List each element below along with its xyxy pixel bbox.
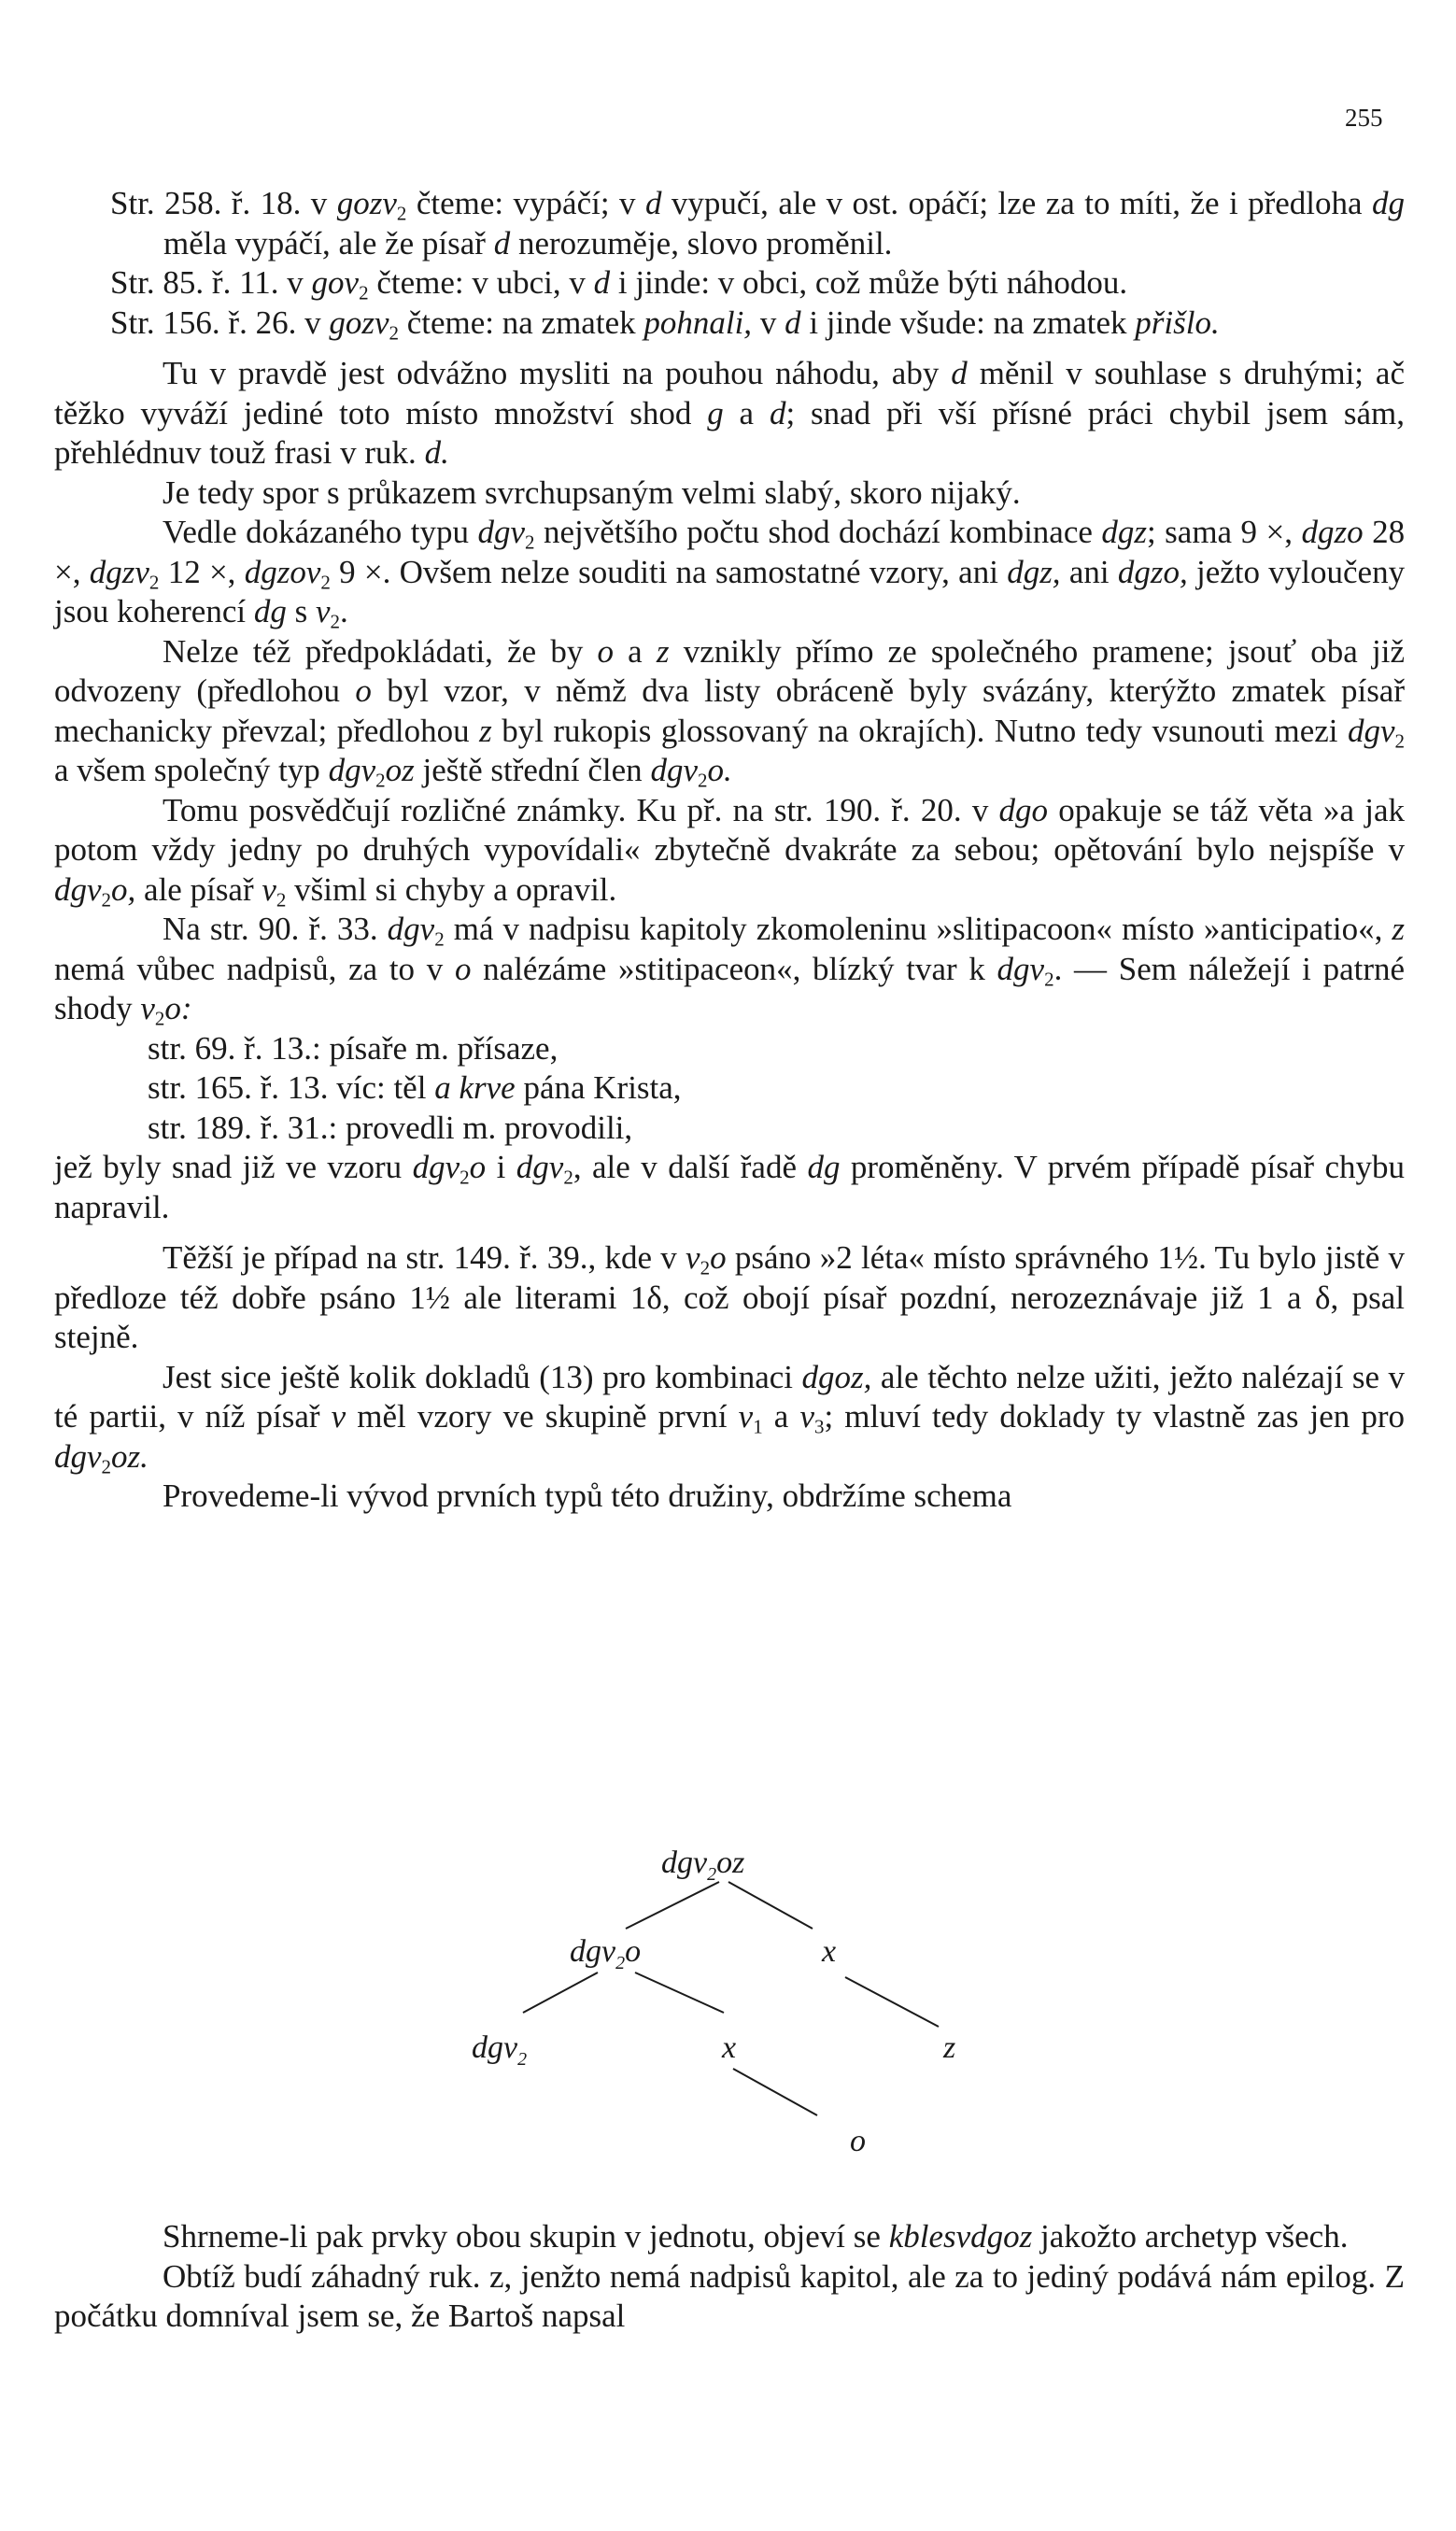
stemma-diagram — [0, 1845, 1456, 2199]
stemma-node-top: dgv$_2$oz — [661, 1845, 745, 1885]
example-line: str. 189. ř. 31.: provedli m. provodili, — [148, 1109, 633, 1146]
stemma-node-rr: z — [943, 2030, 956, 2065]
paragraph: Nelze též předpokládati, že by o a z vznikly přímo ze společného pramene; jsouť oba již odvozeny (předlohou o byl vzor, v němž dva listy obráceně byly svázány, kterýžto zmatek písař mechanicky převzal; předlohou z byl rukopis glossovaný na okrajích). Nutno tedy vsunouti mezi dgv$_2$ a všem společný typ dgv$_2$oz ještě střední člen dgv$_2$o. — [54, 632, 1406, 792]
paragraph: Obtíž budí záhadný ruk. z, jenžto nemá nadpisů kapitol, ale za to jediný podává nám epilog. Z počátku domníval jsem se, že Bartoš napsal — [54, 2257, 1405, 2334]
page-number: 255 — [1345, 104, 1383, 132]
reading-entry: Str. 258. ř. 18. v gozv$_2$ čteme: vypáčí; v d vypučí, ale v ost. opáčí; lze za to míti, že i předloha dg měla vypáčí, ale že písař d nerozuměje, slovo proměnil. — [110, 185, 1406, 262]
ms-siglum: gozv — [336, 185, 397, 221]
paragraph: Vedle dokázaného typu dgv$_2$ největšího počtu shod dochází kombinace dgz; sama 9 ×, dgzo 28 ×, dgzv$_2$ 12 ×, dgzov$_2$ 9 ×. Ovšem nelze souditi na samostatné vzory, ani dgz, ani dgzo, ježto vyloučeny jsou koherencí dg s $v_2$. — [54, 514, 1406, 633]
stemma-edge — [733, 2069, 817, 2115]
ms-siglum: gov — [311, 264, 360, 301]
entry-ref: Str. 156. ř. 26. v — [110, 304, 321, 341]
stemma-edge — [845, 1977, 939, 2027]
ms-siglum: gozv — [329, 304, 389, 341]
stemma-node-ll: dgv$_2$ — [472, 2030, 528, 2070]
paragraph: Provedeme-li vývod prvních typů této družiny, obdržíme schema — [163, 1478, 1012, 1514]
reading-entry: Str. 156. ř. 26. v gozv$_2$ čteme: na zmatek pohnali, v d i jinde všude: na zmatek přišlo. — [110, 304, 1220, 344]
paragraph: Na str. 90. ř. 33. dgv$_2$ má v nadpisu kapitoly zkomoleninu »slitipacoon« místo »anticipatio«, z nemá vůbec nadpisů, za to v o nalézáme »stitipaceon«, blízký tvar k dgv$_2$. — Sem náležejí i patrné shody $v_2o$: — [54, 911, 1406, 1030]
paragraph: Tomu posvědčují rozličné známky. Ku př. na str. 190. ř. 20. v dgo opakuje se táž věta »a jak potom vždy jedny po druhých vypovídali« zbytečně dvakráte za sebou; opětování bylo nejspíše v dgv$_2$o, ale písař $v_2$ všiml si chyby a opravil. — [54, 791, 1406, 911]
stemma-node-bottom: o — [850, 2124, 866, 2158]
entry-ref: Str. 258. ř. 18. v — [110, 185, 328, 221]
stemma-node-lm: x — [722, 2030, 737, 2065]
text-column-bottom — [54, 2217, 1405, 2337]
paragraph: Tu v pravdě jest odvážno mysliti na pouhou náhodu, aby d měnil v souhlase s druhými; ač těžko vyváží jediné toto místo množství shod g a d; snad při vší přísné práci chybil jsem sám, přehlédnuv touž frasi v ruk. d. — [54, 355, 1406, 471]
stemma-edge — [728, 1882, 813, 1929]
entry-ref: Str. 85. ř. 11. v — [110, 264, 304, 301]
text-column — [54, 184, 1405, 1517]
reading-entry: Str. 85. ř. 11. v gov$_2$ čteme: v ubci, v d i jinde: v obci, což může býti náhodou. — [110, 264, 1128, 304]
paragraph: jež byly snad již ve vzoru dgv$_2$o i dgv$_2$, ale v další řadě dg proměněny. V prvém případě písař chybu napravil. — [54, 1149, 1406, 1225]
paragraph: Jest sice ještě kolik dokladů (13) pro kombinaci dgoz, ale těchto nelze užiti, ježto nalézají se v té partii, v níž písař v měl vzory ve skupině první $v_1$ a $v_3$; mluví tedy doklady ty vlastně zas jen pro dgv$_2$oz. — [54, 1358, 1406, 1478]
paragraph: Je tedy spor s průkazem svrchupsaným velmi slabý, skoro nijaký. — [163, 474, 1021, 511]
stemma-edge — [626, 1882, 719, 1929]
paragraph: Shrneme-li pak prvky obou skupin v jednotu, objeví se kblesvdgoz jakožto archetyp všech. — [163, 2218, 1349, 2255]
example-line: str. 69. ř. 13.: písaře m. přísaze, — [148, 1029, 558, 1067]
stemma-node-left: dgv$_2$o — [570, 1934, 642, 1973]
stemma-edge — [635, 1972, 724, 2013]
example-line: str. 165. ř. 13. víc: těl a krve pána Krista, — [148, 1069, 682, 1106]
stemma-node-right: x — [822, 1934, 837, 1969]
stemma-edge — [523, 1972, 598, 2013]
paragraph: Těžší je případ na str. 149. ř. 39., kde v $v_2o$ psáno »2 léta« místo správného 1½. Tu bylo jistě v předloze též dobře psáno 1½ ale literami 1δ, což obojí písař pozdní, nerozeznávaje již 1 a δ, psal stejně. — [54, 1239, 1406, 1355]
